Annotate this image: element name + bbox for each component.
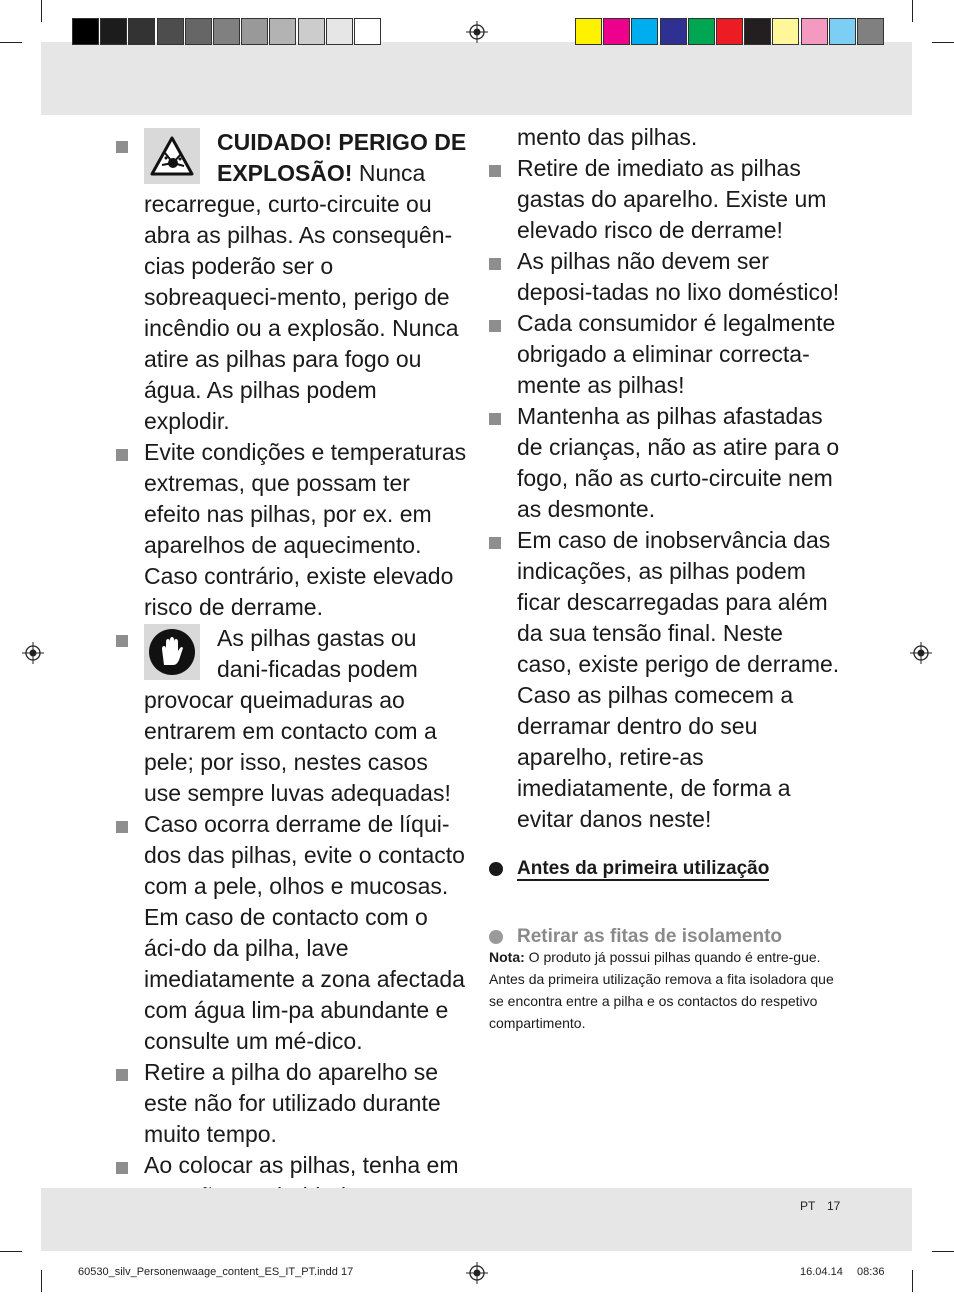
color-swatch bbox=[72, 18, 99, 45]
color-swatch bbox=[744, 18, 771, 45]
list-item bbox=[116, 437, 468, 623]
item-text: As pilhas gastas ou dani-ficadas podem provocar queimaduras ao entrarem em contacto com a pele; por isso, nestes casos use sempre luvas adequadas! bbox=[144, 625, 451, 806]
crop-mark bbox=[912, 1270, 913, 1292]
color-swatch bbox=[326, 18, 353, 45]
item-text: Nunca recarregue, curto-circuite ou abra as pilhas. As consequên-cias poderão ser o sobreaqueci-mento, perigo de incêndio ou a explosão. Nunca atire as pilhas para fogo ou água. As pilhas podem explodir. bbox=[144, 160, 459, 434]
color-swatch bbox=[241, 18, 268, 45]
square-bullet bbox=[489, 320, 501, 332]
color-swatch bbox=[829, 18, 856, 45]
protective-gloves-icon bbox=[144, 624, 200, 680]
list-item bbox=[116, 809, 468, 1057]
color-swatch bbox=[269, 18, 296, 45]
warning-item-gloves bbox=[116, 623, 468, 809]
registration-mark-icon bbox=[910, 642, 932, 664]
color-swatch bbox=[660, 18, 687, 45]
heading-bullet bbox=[489, 930, 503, 944]
color-swatch bbox=[128, 18, 155, 45]
note-paragraph bbox=[489, 946, 841, 1034]
item-text: Ao colocar as pilhas, tenha em bbox=[144, 1152, 459, 1178]
list-item bbox=[489, 525, 841, 835]
crop-mark bbox=[41, 1270, 42, 1292]
square-bullet bbox=[116, 1162, 128, 1174]
list-item bbox=[116, 1057, 468, 1150]
color-swatch bbox=[857, 18, 884, 45]
language-code: PT bbox=[800, 1199, 816, 1213]
square-bullet bbox=[116, 449, 128, 461]
list-item-continuation bbox=[489, 122, 841, 153]
color-swatch bbox=[631, 18, 658, 45]
item-text: Cada consumidor é legalmente obrigado a eliminar correcta-mente as pilhas! bbox=[517, 310, 836, 398]
square-bullet bbox=[489, 165, 501, 177]
crop-mark bbox=[912, 0, 913, 22]
color-swatch bbox=[772, 18, 799, 45]
registration-mark-icon bbox=[466, 1262, 488, 1284]
color-swatch bbox=[575, 18, 602, 45]
color-swatch bbox=[185, 18, 212, 45]
color-swatch bbox=[688, 18, 715, 45]
item-text: Mantenha as pilhas afastadas de crianças, não as atire para o fogo, não as curto-circuite nem as desmonte. bbox=[517, 403, 840, 522]
note-text: O produto já possui pilhas quando é entre-gue. Antes da primeira utilização remova a fita isoladora que se encontra entre a pilha e os contactos do respetivo compartimento. bbox=[489, 949, 834, 1031]
note-label: Nota: bbox=[489, 949, 525, 965]
explosion-warning-icon bbox=[144, 128, 200, 184]
list-item bbox=[489, 153, 841, 246]
color-swatch bbox=[603, 18, 630, 45]
slug-time: 08:36 bbox=[857, 1266, 885, 1278]
left-column bbox=[116, 127, 468, 1243]
top-band bbox=[41, 42, 912, 115]
page-number: 17 bbox=[827, 1199, 841, 1213]
color-swatch bbox=[716, 18, 743, 45]
heading-bullet bbox=[489, 862, 503, 876]
color-swatch bbox=[157, 18, 184, 45]
square-bullet bbox=[489, 537, 501, 549]
slug-filename: 60530_silv_Personenwaage_content_ES_IT_PT.indd 17 bbox=[78, 1266, 354, 1278]
crop-mark bbox=[41, 0, 42, 22]
crop-mark bbox=[932, 42, 954, 43]
item-text: Em caso de inobservância das indicações, as pilhas podem ficar descarregadas para além da sua tensão final. Neste caso, existe perigo de derrame. Caso as pilhas comecem a derramar dentro do seu aparelho, retire-as imediatamente, de forma a evitar danos neste! bbox=[517, 527, 840, 832]
square-bullet bbox=[116, 1069, 128, 1081]
color-swatch bbox=[213, 18, 240, 45]
registration-mark-icon bbox=[22, 642, 44, 664]
list-item bbox=[489, 401, 841, 525]
color-swatch bbox=[100, 18, 127, 45]
item-text: mento das pilhas. bbox=[517, 124, 698, 150]
warning-item-explosion bbox=[116, 127, 468, 437]
bottom-band bbox=[41, 1188, 912, 1251]
item-text: Caso ocorra derrame de líqui-dos das pilhas, evite o contacto com a pele, olhos e mucosas. Em caso de contacto com o áci-do da pilha, lave imediatamente a zona afectada com água lim-pa abundante e consulte um mé-dico. bbox=[144, 811, 465, 1054]
crop-mark bbox=[0, 42, 22, 43]
square-bullet bbox=[489, 413, 501, 425]
slug-date: 16.04.14 bbox=[800, 1266, 843, 1278]
square-bullet bbox=[116, 141, 128, 153]
item-text: Retire a pilha do aparelho se este não for utilizado durante muito tempo. bbox=[144, 1059, 441, 1147]
crop-mark bbox=[0, 1251, 22, 1252]
color-swatch bbox=[298, 18, 325, 45]
registration-mark-icon bbox=[466, 21, 488, 43]
color-swatch bbox=[354, 18, 381, 45]
item-text: As pilhas não devem ser deposi-tadas no lixo doméstico! bbox=[517, 248, 840, 305]
item-text: Retire de imediato as pilhas gastas do aparelho. Existe um elevado risco de derrame! bbox=[517, 155, 827, 243]
color-swatch bbox=[801, 18, 828, 45]
item-text: Evite condições e temperaturas extremas, que possam ter efeito nas pilhas, por ex. em aparelhos de aquecimento. Caso contrário, existe elevado risco de derrame. bbox=[144, 439, 467, 620]
square-bullet bbox=[116, 821, 128, 833]
list-item bbox=[489, 308, 841, 401]
crop-mark bbox=[932, 1251, 954, 1252]
right-column bbox=[489, 122, 841, 835]
section-heading-text: Antes da primeira utilização bbox=[517, 858, 770, 879]
subsection-heading-text: Retirar as fitas de isolamento bbox=[517, 926, 783, 947]
explosion-warning-title: CUIDADO! PERIGO DE EXPLOSÃO! bbox=[217, 129, 467, 186]
section-heading bbox=[489, 857, 869, 881]
list-item bbox=[489, 246, 841, 308]
square-bullet bbox=[116, 635, 128, 647]
square-bullet bbox=[489, 258, 501, 270]
